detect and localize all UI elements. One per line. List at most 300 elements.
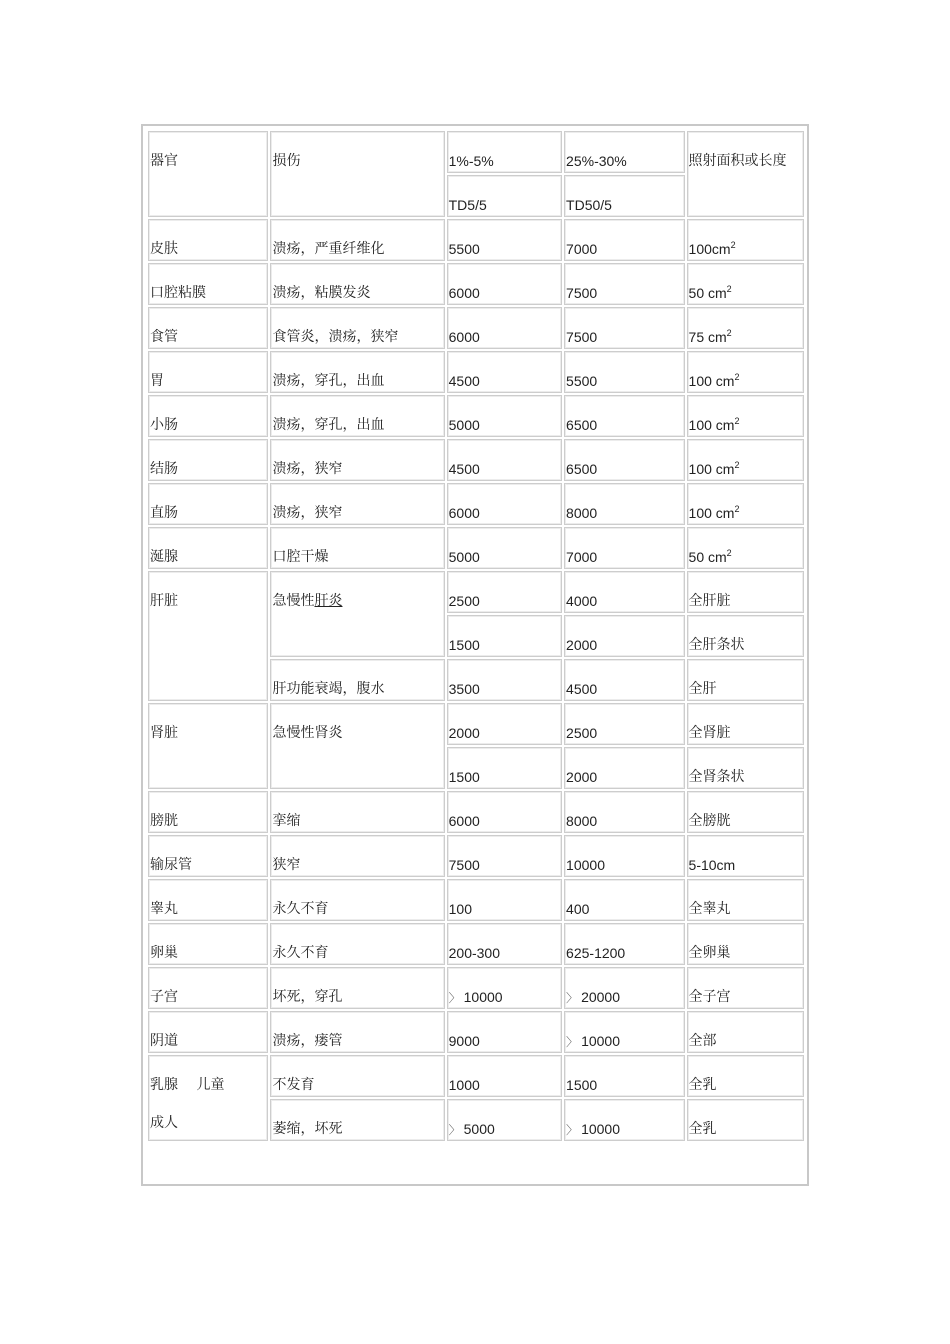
td5-cell-text	[449, 264, 561, 302]
td50-cell-text	[566, 968, 683, 1007]
injury-cell	[270, 395, 444, 437]
td5-cell-value: 6000	[448, 813, 480, 829]
organ-cell-text	[150, 220, 267, 258]
injury-cell	[270, 1099, 444, 1141]
td50-cell	[564, 879, 684, 921]
organ-cell-value: 睾丸	[150, 901, 178, 917]
td50-cell	[564, 1055, 684, 1097]
td50-cell	[564, 483, 684, 525]
area-cell-value: 50 cm	[688, 285, 727, 301]
area-cell-value: 全睾丸	[688, 901, 731, 917]
injury-cell	[270, 1011, 444, 1053]
injury-cell-text	[272, 1056, 443, 1094]
td5-cell-value: 10000	[463, 989, 503, 1005]
td5-cell-value: 5000	[448, 549, 480, 565]
table-row	[148, 395, 804, 437]
td5-cell-value: 100	[448, 901, 472, 917]
td50-cell-value: 7500	[566, 329, 598, 345]
td50-cell-text	[566, 1012, 683, 1051]
td50-cell-value: 625-1200	[566, 945, 626, 961]
td5-cell	[447, 395, 562, 437]
area-cell-text	[689, 1100, 803, 1138]
td50-cell-value: 8000	[566, 813, 598, 829]
td5-cell-text	[449, 1056, 561, 1094]
area-cell	[687, 615, 804, 657]
organ-cell-text	[150, 484, 267, 522]
organ-cell-value: 口腔粘膜	[150, 285, 206, 301]
td5-cell-text	[449, 396, 561, 434]
injury-cell-value: 溃疡，严重纤维化	[272, 241, 385, 257]
table-row	[148, 263, 804, 305]
organ-cell	[148, 703, 268, 789]
organ-cell	[148, 879, 268, 921]
td5-cell-text	[449, 660, 561, 698]
area-cell	[687, 879, 804, 921]
area-cell-text	[689, 264, 803, 302]
td5-cell-text	[449, 616, 561, 654]
area-cell-value: 全肾脏	[688, 725, 731, 741]
injury-cell-value: 溃疡，穿孔，出血	[272, 373, 385, 389]
area-cell-value: 全肝脏	[688, 593, 731, 609]
td50-cell-value: 8000	[566, 505, 598, 521]
td5-cell-value: 1500	[448, 637, 480, 653]
area-cell	[687, 219, 804, 261]
radiation-tolerance-table-frame	[141, 124, 809, 1186]
injury-cell-text	[272, 264, 443, 302]
td50-cell	[564, 351, 684, 393]
table-row	[148, 307, 804, 349]
area-cell-value: 50 cm	[688, 549, 727, 565]
area-cell	[687, 791, 804, 833]
table-row	[148, 219, 804, 261]
injury-cell	[270, 967, 444, 1009]
superscript-2: 2	[734, 460, 740, 470]
table-row	[148, 527, 804, 569]
injury-cell-value: 挛缩	[272, 813, 301, 829]
greater-than-mark: 〉	[448, 991, 461, 1005]
td5-cell-text	[449, 968, 561, 1007]
td5-cell-text	[449, 836, 561, 874]
table-row	[148, 439, 804, 481]
td50-cell-value: 400	[566, 901, 590, 917]
td5-cell-value: 7500	[448, 857, 480, 873]
area-cell-text	[689, 704, 803, 742]
organ-cell-value: 小肠	[150, 417, 178, 433]
superscript-2: 2	[726, 284, 732, 294]
td5-cell-text	[449, 1012, 561, 1050]
organ-cell	[148, 527, 268, 569]
organ-cell	[148, 395, 268, 437]
area-cell	[687, 439, 804, 481]
td50-cell	[564, 659, 684, 701]
table-row-uterus	[148, 967, 804, 1009]
organ-cell-text	[150, 396, 267, 434]
area-cell-text	[689, 924, 803, 962]
td5-cell	[447, 791, 562, 833]
injury-cell-text	[272, 968, 443, 1006]
td50-cell-text	[566, 352, 683, 390]
td50-cell-value: 5500	[566, 373, 598, 389]
td5-cell	[447, 307, 562, 349]
td5-cell-text	[449, 220, 561, 258]
area-cell	[687, 351, 804, 393]
injury-cell-text	[272, 440, 443, 478]
area-cell	[687, 395, 804, 437]
td5-cell	[447, 1099, 562, 1141]
td50-cell-text	[566, 1056, 683, 1094]
area-cell-text	[689, 308, 803, 346]
area-cell	[687, 1011, 804, 1053]
table-row	[148, 923, 804, 965]
td50-cell-value: 2500	[566, 725, 598, 741]
injury-cell-text	[272, 704, 443, 742]
td5-cell	[447, 219, 562, 261]
organ-cell	[148, 307, 268, 349]
td50-cell-text	[566, 484, 683, 522]
table-row	[148, 879, 804, 921]
area-cell	[687, 1099, 804, 1141]
area-cell	[687, 747, 804, 789]
td50-cell-value: 4000	[566, 593, 598, 609]
injury-cell-text	[272, 924, 443, 962]
injury-cell	[270, 791, 444, 833]
td5-cell	[447, 967, 562, 1009]
greater-than-mark: 〉	[566, 1035, 579, 1049]
greater-than-mark: 〉	[448, 1123, 461, 1137]
td5-cell-text	[449, 572, 561, 610]
injury-cell	[270, 1055, 444, 1097]
td50-cell-text	[566, 924, 683, 962]
injury-cell	[270, 571, 444, 657]
organ-cell-value: 食管	[150, 329, 178, 345]
area-cell-text	[689, 1056, 803, 1094]
td5-cell-text	[449, 704, 561, 742]
superscript-2: 2	[734, 416, 740, 426]
td5-cell-text	[449, 880, 561, 918]
table-row-liver-1	[148, 571, 804, 613]
td5-cell-text	[449, 1100, 561, 1139]
injury-cell-text	[272, 572, 443, 610]
td5-cell-value: 3500	[448, 681, 480, 697]
injury-cell	[270, 263, 444, 305]
injury-cell-value: 狭窄	[272, 857, 301, 873]
injury-cell	[270, 351, 444, 393]
organ-cell-text	[150, 836, 267, 874]
injury-cell-text	[272, 792, 443, 830]
organ-cell-text	[150, 1012, 267, 1050]
area-cell-value: 5-10cm	[688, 857, 736, 873]
td5-cell-value: 5000	[463, 1121, 495, 1137]
organ-cell-text	[150, 968, 267, 1006]
organ-cell	[148, 263, 268, 305]
td5-cell-value: 1500	[448, 769, 480, 785]
organ-cell-text	[150, 880, 267, 918]
td5-cell	[447, 351, 562, 393]
injury-cell	[270, 307, 444, 349]
table-row	[148, 351, 804, 393]
td50-cell	[564, 703, 684, 745]
table-row	[148, 791, 804, 833]
td5-cell	[447, 439, 562, 481]
superscript-2: 2	[730, 240, 736, 250]
superscript-2: 2	[726, 548, 732, 558]
organ-cell-text	[150, 440, 267, 478]
injury-cell-text	[272, 1012, 443, 1050]
td5-cell-text	[449, 792, 561, 830]
td5-cell	[447, 615, 562, 657]
organ-cell-value: 输尿管	[150, 857, 192, 873]
organ-cell	[148, 483, 268, 525]
area-cell	[687, 967, 804, 1009]
organ-cell	[148, 1055, 268, 1141]
organ-cell-text	[150, 704, 267, 742]
td5-cell	[447, 703, 562, 745]
area-cell-value: 全肝条状	[688, 637, 745, 653]
td50-cell	[564, 395, 684, 437]
td50-cell	[564, 571, 684, 613]
area-cell-text	[689, 440, 803, 478]
header-td50: TD50/5	[564, 175, 684, 217]
injury-cell-value: 溃疡，瘘管	[272, 1033, 343, 1049]
organ-cell	[148, 351, 268, 393]
td50-cell	[564, 263, 684, 305]
organ-cell	[148, 571, 268, 701]
td50-cell-text	[566, 748, 683, 786]
td50-cell	[564, 967, 684, 1009]
organ-line-2: 成人	[150, 1115, 178, 1131]
injury-cell-text	[272, 220, 443, 258]
injury-cell-value: 肝功能衰竭，腹水	[272, 681, 385, 697]
td5-cell	[447, 527, 562, 569]
td50-cell-text	[566, 264, 683, 302]
organ-cell-value: 皮肤	[150, 241, 178, 257]
area-cell-text	[689, 836, 803, 874]
organ-cell-value: 胃	[150, 373, 164, 389]
area-cell	[687, 923, 804, 965]
organ-cell	[148, 791, 268, 833]
header-injury: 损伤	[270, 131, 444, 217]
injury-cell-text	[272, 528, 443, 566]
injury-cell-value: 溃疡，粘膜发炎	[272, 285, 371, 301]
area-cell-value: 全肝	[688, 681, 717, 697]
injury-cell-value: 萎缩，坏死	[272, 1121, 343, 1137]
organ-cell-value: 子宫	[150, 989, 178, 1005]
td50-cell	[564, 1099, 684, 1141]
td50-cell-text	[566, 836, 683, 874]
td5-cell	[447, 1055, 562, 1097]
organ-cell-value: 结肠	[150, 461, 178, 477]
area-cell	[687, 307, 804, 349]
area-cell-value: 全乳	[688, 1121, 717, 1137]
hepatitis-link[interactable]: 肝炎	[314, 593, 343, 609]
area-cell	[687, 835, 804, 877]
td50-cell-text	[566, 792, 683, 830]
td50-cell-value: 7000	[566, 241, 598, 257]
td50-cell	[564, 747, 684, 789]
area-cell	[687, 263, 804, 305]
injury-cell	[270, 527, 444, 569]
td5-cell-text	[449, 484, 561, 522]
td50-cell-value: 10000	[581, 1033, 620, 1049]
td5-cell-value: 9000	[448, 1033, 480, 1049]
td50-cell-text	[566, 220, 683, 258]
organ-cell-value: 膀胱	[150, 813, 178, 829]
area-cell-text	[689, 792, 803, 830]
injury-cell-value: 急慢性肾炎	[272, 725, 343, 741]
organ-cell-value: 卵巢	[150, 945, 178, 961]
td50-cell-value: 7500	[566, 285, 598, 301]
organ-line-1: 乳腺 儿童	[150, 1077, 225, 1093]
header-area: 照射面积或长度	[687, 131, 804, 217]
injury-cell-text	[272, 396, 443, 434]
td50-cell	[564, 307, 684, 349]
injury-cell-text	[272, 836, 443, 874]
injury-cell-text	[272, 660, 443, 698]
header-rate-low: 1%-5%	[447, 131, 562, 173]
td5-cell-value: 4500	[448, 373, 480, 389]
area-cell-value: 100cm	[688, 241, 731, 257]
td5-cell-text	[449, 352, 561, 390]
area-cell-value: 100 cm	[688, 417, 735, 433]
area-cell	[687, 703, 804, 745]
td50-cell-value: 7000	[566, 549, 598, 565]
td50-cell-value: 20000	[581, 989, 620, 1005]
area-cell-value: 100 cm	[688, 461, 735, 477]
injury-prefix: 急慢性	[272, 593, 315, 609]
td5-cell-value: 200-300	[448, 945, 501, 961]
td5-cell-value: 5500	[448, 241, 480, 257]
area-cell-value: 全肾条状	[688, 769, 745, 785]
injury-cell	[270, 703, 444, 789]
header-row	[148, 131, 804, 173]
td5-cell	[447, 747, 562, 789]
area-cell-text	[689, 352, 803, 390]
organ-cell-value: 肾脏	[150, 725, 178, 741]
td50-cell	[564, 527, 684, 569]
td50-cell-text	[566, 660, 683, 698]
td50-cell	[564, 219, 684, 261]
injury-cell-text	[272, 308, 443, 346]
area-cell-value: 全卵巢	[688, 945, 731, 961]
injury-cell-value: 溃疡，狭窄	[272, 461, 343, 477]
area-cell-text	[689, 528, 803, 566]
td50-cell	[564, 923, 684, 965]
injury-cell	[270, 483, 444, 525]
td50-cell-text	[566, 616, 683, 654]
area-cell	[687, 659, 804, 701]
td5-cell	[447, 483, 562, 525]
injury-cell-text	[272, 880, 443, 918]
area-cell-text	[689, 968, 803, 1006]
injury-cell-value: 不发育	[272, 1077, 315, 1093]
organ-cell-text	[150, 308, 267, 346]
greater-than-mark: 〉	[566, 991, 579, 1005]
area-cell	[687, 1055, 804, 1097]
td50-cell-value: 6500	[566, 461, 598, 477]
td50-cell-text	[566, 396, 683, 434]
td5-cell-text	[449, 528, 561, 566]
table-row-kidney-1	[148, 703, 804, 745]
organ-cell	[148, 967, 268, 1009]
organ-cell-text	[150, 528, 267, 566]
td5-cell	[447, 923, 562, 965]
injury-cell-text	[272, 352, 443, 390]
injury-cell	[270, 439, 444, 481]
td50-cell-text	[566, 880, 683, 918]
area-cell-text	[689, 660, 803, 698]
td5-cell-value: 1000	[448, 1077, 480, 1093]
organ-cell-value: 涎腺	[150, 549, 178, 565]
area-cell	[687, 483, 804, 525]
td50-cell	[564, 615, 684, 657]
area-cell-text	[689, 1012, 803, 1050]
td5-cell-text	[449, 748, 561, 786]
td50-cell-text	[566, 440, 683, 478]
td50-cell-text	[566, 704, 683, 742]
td5-cell	[447, 571, 562, 613]
td50-cell-value: 4500	[566, 681, 598, 697]
td5-cell-value: 5000	[448, 417, 480, 433]
radiation-tolerance-table	[146, 129, 806, 1143]
area-cell-text	[689, 396, 803, 434]
organ-cell-value: 肝脏	[150, 593, 178, 609]
organ-cell	[148, 439, 268, 481]
superscript-2: 2	[726, 328, 732, 338]
td5-cell-value: 4500	[448, 461, 480, 477]
td50-cell	[564, 1011, 684, 1053]
td5-cell-text	[449, 308, 561, 346]
header-rate-high: 25%-30%	[564, 131, 684, 173]
organ-cell-text	[150, 792, 267, 830]
td5-cell	[447, 835, 562, 877]
td5-cell-value: 2000	[448, 725, 480, 741]
td5-cell	[447, 1011, 562, 1053]
injury-cell-value: 溃疡，狭窄	[272, 505, 343, 521]
area-cell-value: 100 cm	[688, 505, 735, 521]
injury-cell-text	[272, 484, 443, 522]
injury-cell	[270, 879, 444, 921]
td50-cell	[564, 439, 684, 481]
area-cell-value: 全部	[688, 1033, 717, 1049]
injury-cell-value: 永久不育	[272, 901, 329, 917]
area-cell-text	[689, 484, 803, 522]
injury-cell	[270, 219, 444, 261]
area-cell-value: 全子宫	[688, 989, 731, 1005]
td5-cell-value: 2500	[448, 593, 480, 609]
area-cell	[687, 571, 804, 613]
td50-cell-text	[566, 572, 683, 610]
area-cell-text	[689, 880, 803, 918]
td5-cell	[447, 659, 562, 701]
organ-cell-text	[150, 352, 267, 390]
greater-than-mark: 〉	[566, 1123, 579, 1137]
td5-cell-value: 6000	[448, 285, 480, 301]
td50-cell-text	[566, 1100, 683, 1139]
organ-cell	[148, 219, 268, 261]
superscript-2: 2	[734, 372, 740, 382]
td50-cell-text	[566, 308, 683, 346]
td50-cell-value: 1500	[566, 1077, 598, 1093]
organ-cell	[148, 923, 268, 965]
injury-cell	[270, 659, 444, 701]
organ-cell-text	[150, 572, 267, 610]
td50-cell-value: 6500	[566, 417, 598, 433]
injury-cell-value: 口腔干燥	[272, 549, 329, 565]
td5-cell-value: 6000	[448, 505, 480, 521]
area-cell-value: 100 cm	[688, 373, 735, 389]
area-cell-text	[689, 616, 803, 654]
organ-cell	[148, 1011, 268, 1053]
